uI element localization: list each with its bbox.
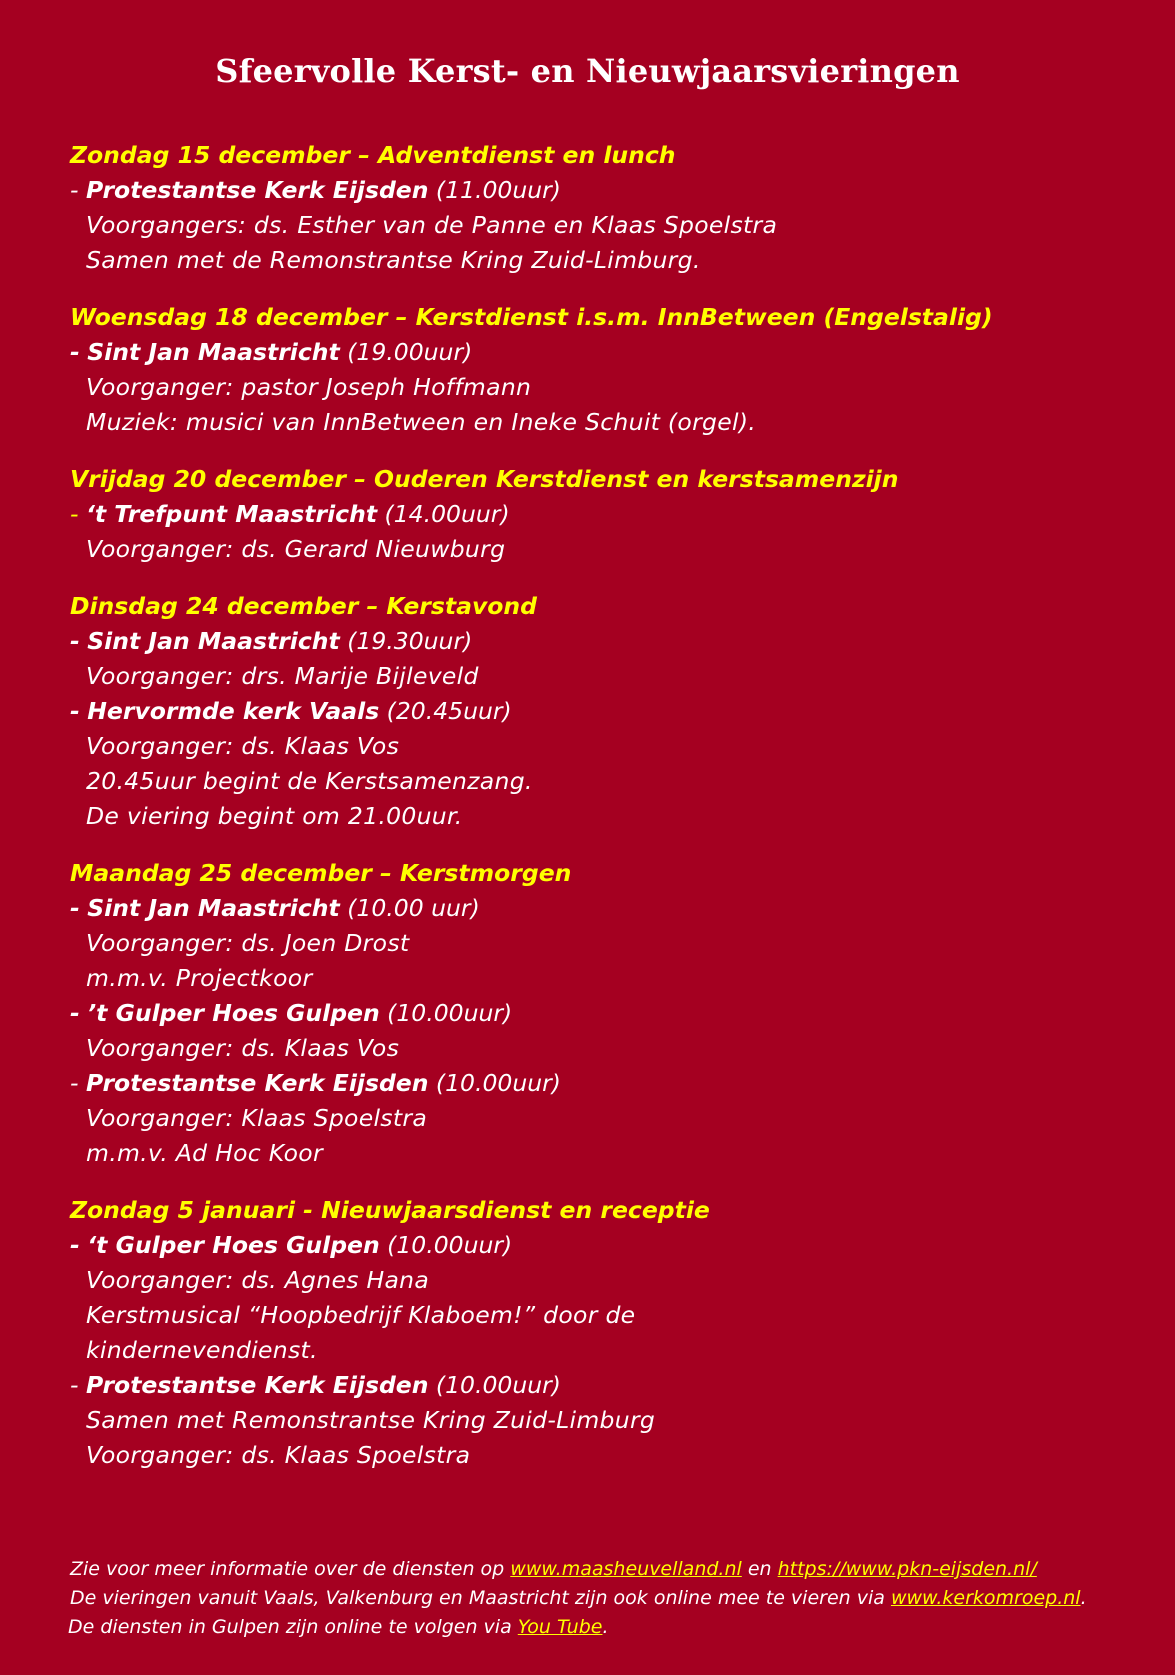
footer-online-text: De vieringen vanuit Vaals, Valkenburg en Maastricht zijn ook online mee te vieren via (70, 1587, 891, 1609)
location-name: ‘t Gulper Hoes Gulpen (87, 1231, 380, 1259)
location-line (70, 173, 1150, 208)
location-dash: - (70, 338, 80, 366)
footer-line-online (70, 1584, 1160, 1613)
footer-line-info (70, 1555, 1160, 1584)
location-name: Protestantse Kerk Eijsden (85, 176, 429, 204)
location-detail: Voorganger: ds. Klaas Vos (86, 1034, 400, 1062)
location-line (70, 1066, 1150, 1101)
location-detail: Voorganger: pastor Joseph Hoffmann (86, 373, 532, 401)
location-name: Hervormde kerk Vaals (87, 697, 380, 725)
location-dash: - (70, 627, 80, 655)
location-line (70, 694, 1150, 729)
location-line (70, 624, 1150, 659)
location-time: (10.00uur) (428, 1371, 561, 1399)
event-heading: Vrijdag 20 december – Ouderen Kerstdienst en kerstsamenzijn (70, 465, 899, 493)
location-time: (10.00 uur) (339, 894, 480, 922)
event-block (70, 300, 1150, 440)
event-block (70, 462, 1150, 567)
location-detail: Voorganger: drs. Marije Bijleveld (86, 662, 479, 690)
footer-youtube-text: De diensten in Gulpen zijn online te volgen via (68, 1616, 518, 1638)
location-detail: De viering begint om 21.00uur. (86, 802, 463, 830)
location-detail: Voorganger: ds. Klaas Spoelstra (86, 1441, 471, 1469)
location-detail: Kerstmusical “Hoopbedrijf Klaboem!” door de (86, 1301, 636, 1329)
location-name: Sint Jan Maastricht (87, 627, 340, 655)
location-dash: - (70, 176, 79, 204)
location-time: (19.30uur) (339, 627, 473, 655)
link-youtube[interactable]: You Tube (517, 1616, 603, 1638)
location-detail: m.m.v. Projectkoor (86, 964, 313, 992)
location-line (70, 891, 1150, 926)
footer-line-youtube (68, 1613, 1160, 1642)
link-maasheuvelland[interactable]: www.maasheuvelland.nl (510, 1558, 742, 1580)
event-block (70, 856, 1150, 1171)
location-dash: - (70, 697, 80, 725)
location-time: (11.00uur) (428, 176, 561, 204)
link-pkn-eijsden[interactable]: https://www.pkn-eijsden.nl/ (777, 1558, 1037, 1580)
location-time: (14.00uur) (377, 500, 510, 528)
footer-online-end: . (1080, 1587, 1087, 1609)
location-line (70, 335, 1150, 370)
link-kerkomroep[interactable]: www.kerkomroep.nl (890, 1587, 1081, 1609)
location-detail: m.m.v. Ad Hoc Koor (86, 1139, 323, 1167)
location-detail: Voorganger: ds. Klaas Vos (86, 732, 400, 760)
location-detail: Voorganger: Klaas Spoelstra (86, 1104, 428, 1132)
location-time: (10.00uur) (379, 1231, 513, 1259)
location-detail: Samen met de Remonstrantse Kring Zuid-Limburg. (86, 246, 701, 274)
location-detail: Voorganger: ds. Gerard Nieuwburg (86, 535, 506, 563)
location-dash: - (70, 500, 79, 528)
location-detail: Samen met Remonstrantse Kring Zuid-Limburg (86, 1406, 656, 1434)
location-line (70, 996, 1150, 1031)
location-line (70, 497, 1150, 532)
location-line (70, 1228, 1150, 1263)
location-dash: - (70, 999, 80, 1027)
event-block (70, 138, 1150, 278)
location-name: Protestantse Kerk Eijsden (85, 1371, 429, 1399)
location-dash: - (70, 894, 80, 922)
page-title: Sfeervolle Kerst- en Nieuwjaarsvieringen (215, 52, 960, 90)
location-detail: Voorganger: ds. Joen Drost (86, 929, 410, 957)
location-name: ’t Gulper Hoes Gulpen (87, 999, 380, 1027)
location-dash: - (70, 1231, 80, 1259)
location-time: (10.00uur) (379, 999, 513, 1027)
event-heading: Maandag 25 december – Kerstmorgen (70, 859, 572, 887)
event-heading: Zondag 5 januari - Nieuwjaarsdienst en receptie (70, 1196, 710, 1224)
location-name: Sint Jan Maastricht (87, 894, 340, 922)
location-name: Sint Jan Maastricht (87, 338, 340, 366)
location-time: (19.00uur) (339, 338, 473, 366)
location-detail: kindernevendienst. (86, 1336, 318, 1364)
event-block (70, 1193, 1150, 1473)
location-detail: Voorganger: ds. Agnes Hana (86, 1266, 430, 1294)
location-dash: - (70, 1371, 79, 1399)
location-line (70, 1368, 1150, 1403)
event-heading: Woensdag 18 december – Kerstdienst i.s.m. InnBetween (Engelstalig) (70, 303, 993, 331)
location-detail: Voorgangers: ds. Esther van de Panne en Klaas Spoelstra (86, 211, 778, 239)
footer-info-and: en (741, 1558, 778, 1580)
event-block (70, 589, 1150, 834)
location-name: ‘t Trefpunt Maastricht (85, 500, 378, 528)
location-dash: - (70, 1069, 79, 1097)
footer-youtube-end: . (602, 1616, 609, 1638)
location-name: Protestantse Kerk Eijsden (85, 1069, 429, 1097)
footer-info-text: Zie voor meer informatie over de diensten op (70, 1558, 511, 1580)
location-time: (10.00uur) (428, 1069, 561, 1097)
event-heading: Zondag 15 december – Adventdienst en lunch (70, 141, 676, 169)
location-detail: 20.45uur begint de Kerstsamenzang. (86, 767, 533, 795)
location-detail: Muziek: musici van InnBetween en Ineke Schuit (orgel). (86, 408, 757, 436)
footer (70, 1555, 1160, 1642)
event-heading: Dinsdag 24 december – Kerstavond (70, 592, 537, 620)
location-time: (20.45uur) (379, 697, 512, 725)
events-list (70, 138, 1150, 1495)
